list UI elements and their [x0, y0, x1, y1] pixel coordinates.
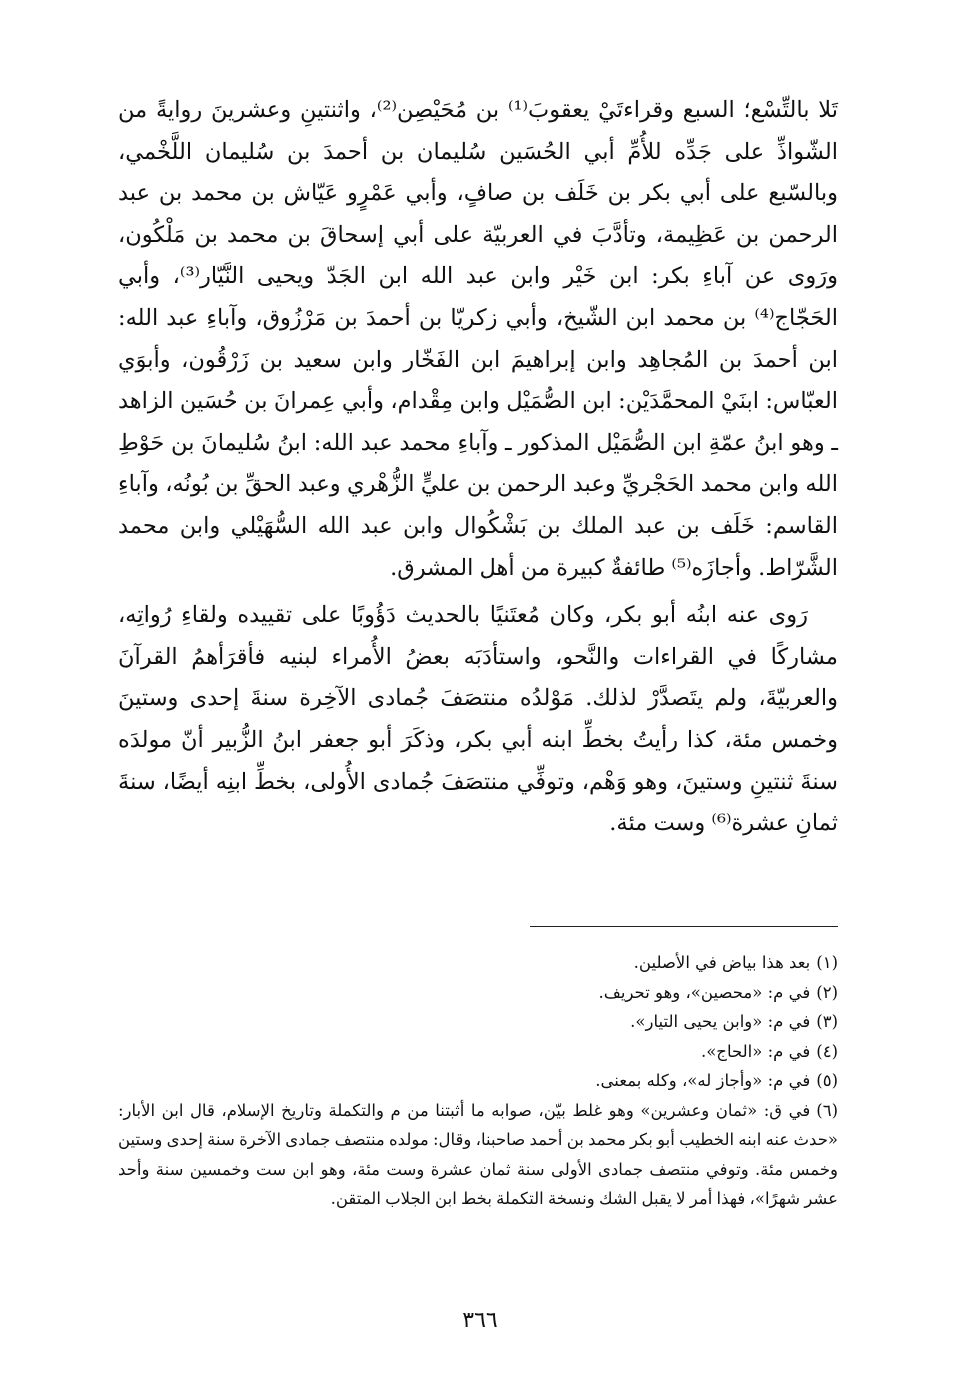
footnote-separator [530, 926, 838, 927]
footnote-number: (٤) [816, 1041, 838, 1061]
footnote-6 [118, 1096, 838, 1214]
footnote-number: (٦) [816, 1100, 838, 1120]
body-paragraph-2: رَوى عنه ابنُه أبو بكر، وكان مُعتَنيًا بالحديث دَؤُوبًا على تقييده ولقاءِ رُواتِه، مشاركًا في القراءات والنَّحو، واستأدَبَه بعضُ الأُمراء لبنيه فأقرَأهمُ القرآنَ والعربيّةَ، ولم يتَصدَّرْ لذلك. مَوْلدُه منتصَفَ جُمادى الآخِرة سنةَ إحدى وستينَ وخمس مئة، كذا رأيتُ بخطِّ ابنه أبي بكر، وذكَرَ أبو جعفر ابنُ الزُّبير أنّ مولدَه سنةَ ثنتينِ وستينَ، وهو وَهْم، وتوفِّي منتصَفَ جُمادى الأُولى، بخطِّ ابنِه أيضًا، سنةَ ثمانِ عشرة⁽⁶⁾ وست مئة. [118, 602, 838, 837]
footnote-text: في م: «محصين»، وهو تحريف. [598, 982, 811, 1002]
footnote-2 [118, 978, 838, 1008]
footnote-4 [118, 1037, 838, 1067]
footnote-text: في م: «وأجاز له»، وكله بمعنى. [595, 1071, 811, 1090]
footnote-text: في ق: «ثمان وعشرين» وهو غلط بيّن، صوابه ما أثبتنا من م والتكملة وتاريخ الإسلام، قال ابن الأبار: «حدث عنه ابنه الخطيب أبو بكر محمد بن أحمد صاحبنا، وقال: مولده منتصف جمادى الآخرة سنة إحدى وستين وخمس مئة. وتوفي منتصف جمادى الأولى سنة ثمان عشرة وست مئة، وهو ابن ست وخمسين سنة وأحد عشر شهرًا»، فهذا أمر لا يقبل الشك ونسخة التكملة بخط ابن الجلاب المتقن. [118, 1100, 838, 1208]
body-paragraph-1: تَلا بالتِّسْع؛ السبع وقراءتَيْ يعقوبَ⁽¹⁾ بن مُحَيْصِن⁽²⁾، واثنتينِ وعشرينَ روايةً من الشّواذِّ على جَدِّه للأُمِّ أبي الحُسَين سُليمان بن أحمدَ بن سُليمان اللَّخْمي، وبالسّبع على أبي بكر بن خَلَف بن صافٍ، وأبي عَمْرٍو عَيّاش بن محمد بن عبد الرحمن بن عَظِيمة، وتأدَّبَ في العربيّة على أبي إسحاقَ بن محمد بن مَلْكُون، ورَوى عن آباءِ بكر: ابن خَيْر وابن عبد الله ابن الجَدّ ويحيى النَّيّار⁽³⁾، وأبي الحَجّاج⁽⁴⁾ بن محمد ابن الشّيخ، وأبي زكريّا بن أحمدَ بن مَرْزُوق، وآباءِ عبد الله: ابن أحمدَ بن المُجاهِد وابن إبراهيمَ ابن الفَخّار وابن سعيد بن زَرْقُون، وأبوَي العبّاس: ابنَيْ المحمَّدَيْن: ابن الصُّمَيْل وابن مِقْدام، وأبي عِمرانَ بن حُسَين الزاهد ـ وهو ابنُ عمّةِ ابن الصُّمَيْل المذكور ـ وآباءِ محمد عبد الله: ابنُ سُليمانَ بن حَوْطِ الله وابن محمد الحَجْريِّ وعبد الرحمن بن عليٍّ الزُّهْري وعبد الحقِّ بن بُونُه، وآباءِ القاسم: خَلَف بن عبد الملك بن بَشْكُوال وابن عبد الله السُّهَيْلي وابن محمد الشَّرّاط. وأجازَه⁽⁵⁾ طائفةٌ كبيرة من أهل المشرق. [118, 97, 838, 581]
main-text [118, 90, 838, 845]
footnote-number: (٢) [816, 982, 838, 1002]
footnote-number: (٣) [816, 1012, 838, 1031]
footnotes [118, 948, 838, 1214]
footnote-text: في م: «الحاج». [700, 1041, 811, 1061]
footnote-text: في م: «وابن يحيى التيار». [630, 1012, 811, 1031]
footnote-number: (٥) [816, 1071, 838, 1090]
footnote-text: بعد هذا بياض في الأصلين. [633, 953, 811, 972]
page-number: ٣٦٦ [462, 1308, 498, 1333]
footnote-number: (١) [816, 953, 838, 972]
footnote-1 [118, 948, 838, 978]
footnote-3 [118, 1007, 838, 1037]
footnote-5 [118, 1066, 838, 1096]
